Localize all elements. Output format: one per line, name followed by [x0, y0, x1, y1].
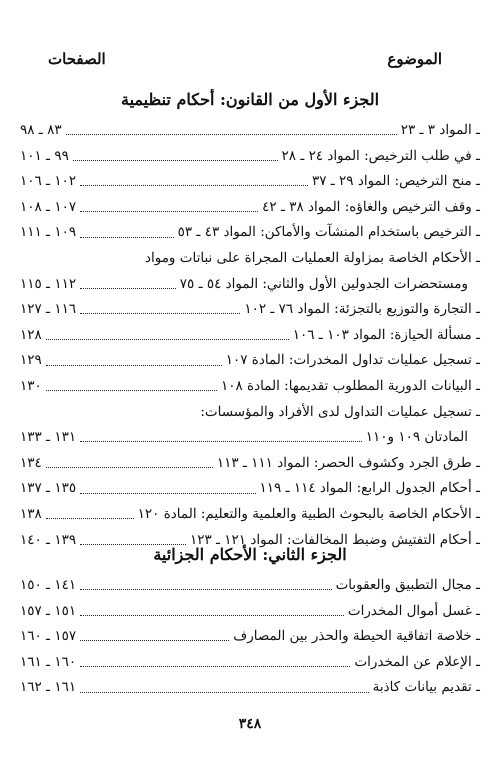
toc-entry-title: ـ في طلب الترخيص: المواد ٢٤ ـ ٢٨	[281, 147, 480, 164]
toc-entry-pages: ٨٣ ـ ٩٨	[20, 122, 62, 138]
page-header	[48, 50, 442, 68]
part-two-entries	[20, 573, 480, 701]
toc-entry-title: ـ تقديم بيانات كاذبة	[372, 679, 480, 696]
toc-entry-pages: ١٠٩ ـ ١١١	[20, 224, 77, 241]
dot-leader	[80, 433, 362, 442]
dot-leader	[80, 632, 229, 641]
toc-entry	[20, 573, 480, 599]
dot-leader	[46, 357, 222, 366]
part-two-title: الجزء الثاني: الأحكام الجزائية	[153, 545, 347, 564]
dot-leader	[46, 331, 289, 340]
dot-leader	[80, 305, 240, 314]
toc-entry-title: ـ مسألة الحيازة: المواد ١٠٣ ـ ١٠٦	[292, 326, 480, 343]
toc-entry-pages: ١٥٧ ـ ١٦٠	[20, 628, 77, 645]
dot-leader	[80, 536, 186, 545]
toc-entry	[20, 297, 480, 323]
dot-leader	[46, 510, 134, 519]
toc-entry-pages: ١٠٧ ـ ١٠٨	[20, 198, 77, 215]
toc-entry	[20, 195, 480, 221]
toc-entry	[20, 118, 480, 144]
dot-leader	[46, 459, 213, 468]
pages-column-heading: الصفحات	[48, 50, 106, 68]
toc-entry	[20, 502, 480, 528]
dot-leader	[80, 177, 308, 186]
toc-entry-title: ـ أحكام الجدول الرابع: المواد ١١٤ ـ ١١٩	[259, 480, 480, 497]
dot-leader	[73, 152, 278, 161]
toc-entry	[20, 144, 480, 170]
toc-entry	[20, 323, 480, 349]
toc-entry	[20, 400, 480, 426]
part-one-title: الجزء الأول من القانون: أحكام تنظيمية	[120, 90, 380, 109]
dot-leader	[80, 684, 369, 693]
toc-entry	[20, 476, 480, 502]
toc-entry-pages: ١٤١ ـ ١٥٠	[20, 577, 77, 593]
toc-entry-title: ـ التجارة والتوزيع بالتجزئة: المواد ٧٦ ـ ١٠٢	[244, 301, 480, 318]
toc-entry-title: ـ الأحكام الخاصة بالبحوث الطبية والعلمية والتعليم: المادة ١٢٠	[137, 505, 480, 522]
toc-entry-pages: ١٢٩	[20, 352, 42, 369]
dot-leader	[80, 203, 258, 212]
toc-entry-title: ـ منح الترخيص: المواد ٢٩ ـ ٣٧	[311, 173, 480, 190]
toc-entry	[20, 650, 480, 676]
topic-column-heading: الموضوع	[387, 50, 442, 68]
toc-entry	[20, 599, 480, 625]
toc-entry	[20, 272, 480, 298]
toc-entry	[20, 246, 480, 272]
toc-entry-title: ـ الأحكام الخاصة بمزاولة العمليات المجراة على نباتات ومواد	[144, 249, 480, 266]
dot-leader	[46, 382, 217, 391]
toc-entry	[20, 374, 480, 400]
toc-page	[20, 0, 480, 758]
toc-entry-title: المادتان ١٠٩ و١١٠	[365, 429, 468, 446]
dot-leader	[80, 485, 255, 494]
toc-entry-title: ـ وقف الترخيص والغاؤه: المواد ٣٨ ـ ٤٢	[262, 198, 480, 215]
dot-leader	[80, 280, 176, 289]
toc-entry	[20, 169, 480, 195]
toc-entry-pages: ١٣١ ـ ١٣٣	[20, 429, 77, 446]
dot-leader	[66, 126, 397, 135]
dot-leader	[80, 581, 332, 590]
toc-entry-title: ومستحضرات الجدولين الأول والثاني: المواد ٥٤ ـ ٧٥	[179, 275, 468, 292]
toc-entry	[20, 425, 480, 451]
toc-entry	[20, 220, 480, 246]
toc-entry-pages: ١٣٨	[20, 505, 42, 522]
page-number: ٣٤٨	[238, 716, 262, 732]
toc-entry-title: ـ غسل أموال المخدرات	[347, 602, 480, 619]
toc-entry-pages: ١٦١ ـ ١٦٢	[20, 679, 77, 696]
toc-entry	[20, 675, 480, 701]
dot-leader	[80, 658, 350, 667]
toc-entry-pages: ١٢٨	[20, 326, 42, 343]
toc-entry-pages: ١٣٤	[20, 454, 42, 471]
toc-entry-pages: ٩٩ ـ ١٠١	[20, 147, 69, 164]
toc-entry-pages: ١٦٠ ـ ١٦١	[20, 653, 77, 670]
toc-entry-title: ـ الإعلام عن المخدرات	[354, 653, 480, 670]
toc-entry-title: ـ تسجيل عمليات تداول المخدرات: المادة ١٠٧	[225, 352, 480, 369]
toc-entry-title: ـ المواد ٣ ـ ٢٣	[400, 122, 480, 138]
toc-entry-title: ـ طرق الجرد وكشوف الحصر: المواد ١١١ ـ ١١٣	[216, 454, 480, 471]
toc-entry-pages: ١١٦ ـ ١٢٧	[20, 301, 77, 318]
toc-entry-title: ـ البيانات الدورية المطلوب تقديمها: المادة ١٠٨	[220, 377, 480, 394]
toc-entry-title: ـ تسجيل عمليات التداول لدى الأفراد والمؤسسات:	[200, 403, 480, 420]
toc-entry-pages: ١١٢ ـ ١١٥	[20, 275, 77, 292]
toc-entry-title: ـ خلاصة اتفاقية الحيطة والحذر بين المصارف	[233, 628, 480, 645]
toc-entry	[20, 348, 480, 374]
toc-entry	[20, 624, 480, 650]
part-one-entries	[20, 118, 480, 553]
toc-entry-pages: ١٥١ ـ ١٥٧	[20, 602, 77, 619]
toc-entry-pages: ١٣٠	[20, 377, 42, 394]
toc-entry-pages: ١٣٥ ـ ١٣٧	[20, 480, 77, 497]
dot-leader	[80, 229, 174, 238]
toc-entry-title: ـ مجال التطبيق والعقوبات	[335, 577, 480, 593]
toc-entry	[20, 451, 480, 477]
toc-entry-pages: ١٠٢ ـ ١٠٦	[20, 173, 77, 190]
toc-entry-title: ـ الترخيص باستخدام المنشآت والأماكن: المواد ٤٣ ـ ٥٣	[177, 224, 480, 241]
toc-entry-pages: ١٣٩ ـ ١٤٠	[20, 531, 77, 548]
dot-leader	[80, 607, 344, 616]
toc-entry-title: ـ أحكام التفتيش وضبط المخالفات: المواد ١٢١ ـ ١٢٣	[189, 531, 480, 548]
